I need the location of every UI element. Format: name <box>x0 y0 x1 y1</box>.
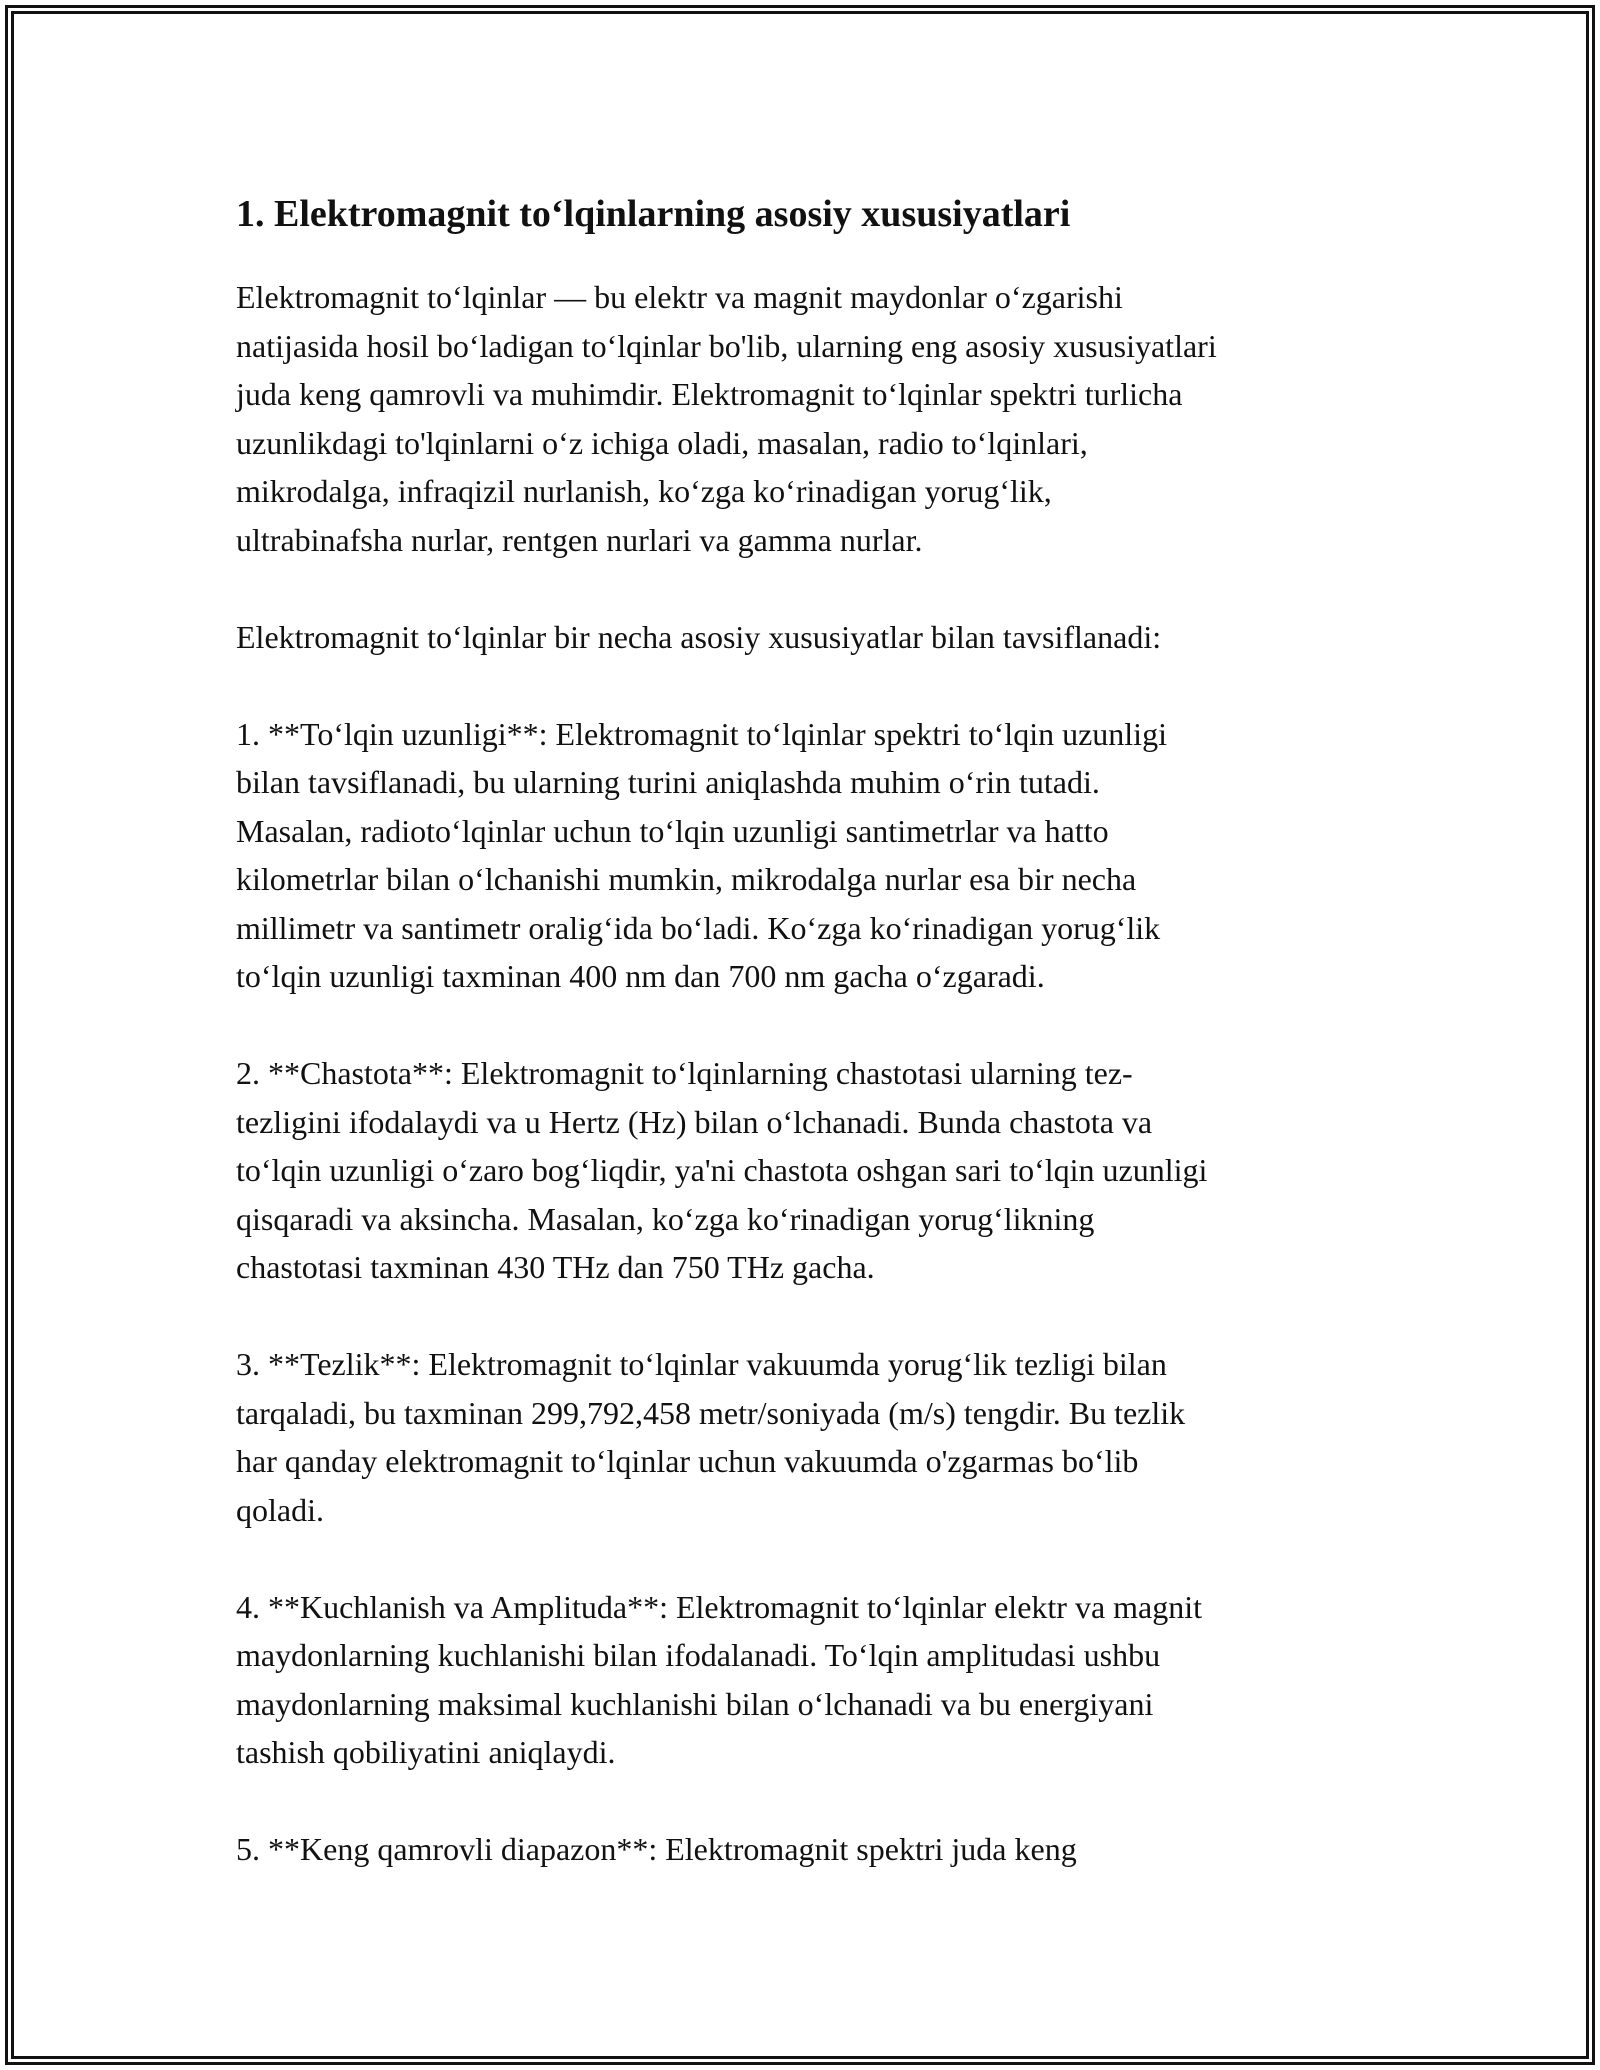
paragraph-intro: Elektromagnit to‘lqinlar — bu elektr va magnit maydonlar o‘zgarishi natijasida hosil bo‘ladigan to‘lqinlar bo'lib, ularning eng asosiy xususiyatlari juda keng qamrovli va muhimdir. Elektromagnit to‘lqinlar spektri turlicha uzunlikdagi to'lqinlarni o‘z ichiga oladi, masalan, radio to‘lqinlari, mikrodalga, infraqizil nurlanish, ko‘zga ko‘rinadigan yorug‘lik, ultrabinafsha nurlar, rentgen nurlari va gamma nurlar. <box>236 279 1217 558</box>
document-title: 1. Elektromagnit to‘lqinlarning asosiy xususiyatlari <box>236 193 1071 235</box>
list-item-speed: 3. **Tezlik**: Elektromagnit to‘lqinlar vakuumda yorug‘lik tezligi bilan tarqaladi, bu taxminan 299,792,458 metr/soniyada (m/s) tengdir. Bu tezlik har qanday elektromagnit to‘lqinlar uchun vakuumda o'zgarmas bo‘lib qoladi. <box>236 1346 1186 1528</box>
list-item-frequency: 2. **Chastota**: Elektromagnit to‘lqinlarning chastotasi ularning tez- tezligini ifodalaydi va u Hertz (Hz) bilan o‘lchanadi. Bunda chastota va to‘lqin uzunligi o‘zaro bog‘liqdir, ya'ni chastota oshgan sari to‘lqin uzunligi qisqaradi va aksincha. Masalan, ko‘zga ko‘rinadigan yorug‘likning chastotasi taxminan 430 THz dan 750 THz gacha. <box>236 1055 1208 1285</box>
document-body <box>236 185 1366 1922</box>
list-item-amplitude: 4. **Kuchlanish va Amplituda**: Elektromagnit to‘lqinlar elektr va magnit maydonlarning kuchlanishi bilan ifodalanadi. To‘lqin amplitudasi ushbu maydonlarning maksimal kuchlanishi bilan o‘lchanadi va bu energiyani tashish qobiliyatini aniqlaydi. <box>236 1588 1203 1770</box>
paragraph-lead: Elektromagnit to‘lqinlar bir necha asosiy xususiyatlar bilan tavsiflanadi: <box>236 618 1162 655</box>
list-item-range: 5. **Keng qamrovli diapazon**: Elektromagnit spektri juda keng <box>236 1831 1077 1867</box>
list-item-wavelength: 1. **To‘lqin uzunligi**: Elektromagnit to‘lqinlar spektri to‘lqin uzunligi bilan tavsiflanadi, bu ularning turini aniqlashda muhim o‘rin tutadi. Masalan, radioto‘lqinlar uchun to‘lqin uzunligi santimetrlar va hatto kilometrlar bilan o‘lchanishi mumkin, mikrodalga nurlar esa bir necha millimetr va santimetr oralig‘ida bo‘ladi. Ko‘zga ko‘rinadigan yorug‘lik to‘lqin uzunligi taxminan 400 nm dan 700 nm gacha o‘zgaradi. <box>236 715 1167 994</box>
